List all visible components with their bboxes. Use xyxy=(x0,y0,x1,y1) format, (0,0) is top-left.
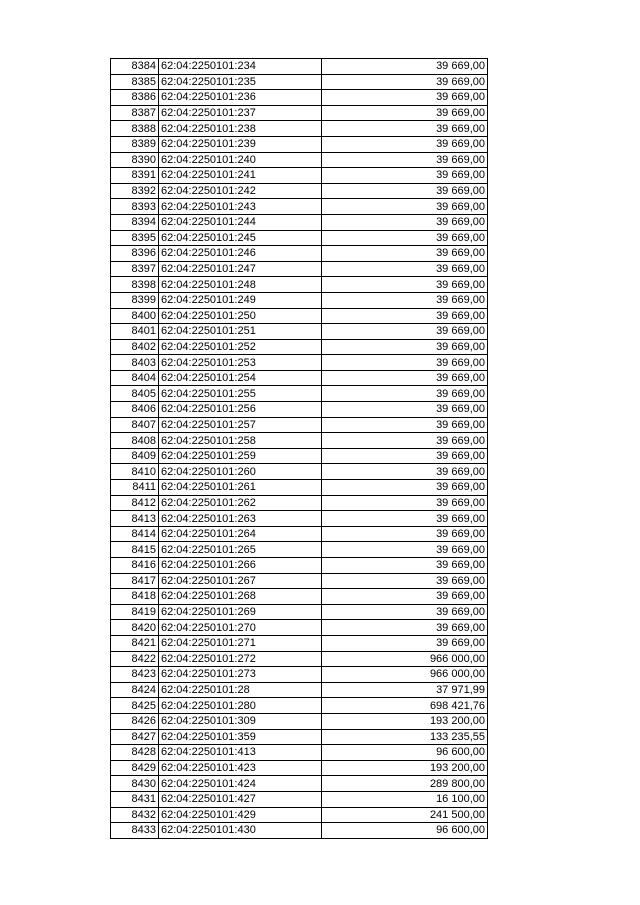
cadastral-number-cell: 62:04:2250101:253 xyxy=(159,355,322,371)
cadastral-number-cell: 62:04:2250101:267 xyxy=(159,573,322,589)
table-row xyxy=(111,667,488,683)
table-row xyxy=(111,713,488,729)
table-row xyxy=(111,152,488,168)
cadastral-number-cell: 62:04:2250101:241 xyxy=(159,168,322,184)
value-cell: 16 100,00 xyxy=(322,791,488,807)
row-number-cell: 8391 xyxy=(111,168,159,184)
row-number-cell: 8419 xyxy=(111,604,159,620)
value-cell: 39 669,00 xyxy=(322,246,488,262)
value-cell: 193 200,00 xyxy=(322,760,488,776)
value-cell: 39 669,00 xyxy=(322,386,488,402)
row-number-cell: 8411 xyxy=(111,480,159,496)
table-row xyxy=(111,495,488,511)
value-cell: 39 669,00 xyxy=(322,230,488,246)
value-cell: 39 669,00 xyxy=(322,292,488,308)
table-row xyxy=(111,168,488,184)
table-row xyxy=(111,448,488,464)
value-cell: 39 669,00 xyxy=(322,573,488,589)
value-cell: 39 669,00 xyxy=(322,589,488,605)
cadastral-number-cell: 62:04:2250101:240 xyxy=(159,152,322,168)
cadastral-number-cell: 62:04:2250101:246 xyxy=(159,246,322,262)
cadastral-number-cell: 62:04:2250101:424 xyxy=(159,776,322,792)
value-cell: 39 669,00 xyxy=(322,604,488,620)
cadastral-number-cell: 62:04:2250101:427 xyxy=(159,791,322,807)
row-number-cell: 8405 xyxy=(111,386,159,402)
table-row xyxy=(111,386,488,402)
row-number-cell: 8408 xyxy=(111,433,159,449)
table-row xyxy=(111,542,488,558)
cadastral-number-cell: 62:04:2250101:429 xyxy=(159,807,322,823)
cadastral-number-cell: 62:04:2250101:244 xyxy=(159,214,322,230)
cadastral-number-cell: 62:04:2250101:259 xyxy=(159,448,322,464)
row-number-cell: 8415 xyxy=(111,542,159,558)
value-cell: 39 669,00 xyxy=(322,121,488,137)
cadastral-number-cell: 62:04:2250101:273 xyxy=(159,667,322,683)
value-cell: 39 669,00 xyxy=(322,495,488,511)
cadastral-number-cell: 62:04:2250101:280 xyxy=(159,698,322,714)
table-row xyxy=(111,417,488,433)
value-cell: 39 669,00 xyxy=(322,214,488,230)
table-row xyxy=(111,355,488,371)
row-number-cell: 8393 xyxy=(111,199,159,215)
row-number-cell: 8394 xyxy=(111,214,159,230)
row-number-cell: 8412 xyxy=(111,495,159,511)
cadastral-number-cell: 62:04:2250101:430 xyxy=(159,823,322,839)
cadastral-number-cell: 62:04:2250101:268 xyxy=(159,589,322,605)
cadastral-number-cell: 62:04:2250101:272 xyxy=(159,651,322,667)
cadastral-number-cell: 62:04:2250101:236 xyxy=(159,90,322,106)
row-number-cell: 8410 xyxy=(111,464,159,480)
data-table xyxy=(110,58,488,839)
row-number-cell: 8395 xyxy=(111,230,159,246)
table-row xyxy=(111,776,488,792)
cadastral-number-cell: 62:04:2250101:234 xyxy=(159,59,322,75)
table-row xyxy=(111,698,488,714)
value-cell: 39 669,00 xyxy=(322,74,488,90)
cadastral-number-cell: 62:04:2250101:249 xyxy=(159,292,322,308)
row-number-cell: 8414 xyxy=(111,526,159,542)
table-row xyxy=(111,635,488,651)
value-cell: 39 669,00 xyxy=(322,480,488,496)
row-number-cell: 8399 xyxy=(111,292,159,308)
value-cell: 193 200,00 xyxy=(322,713,488,729)
value-cell: 39 669,00 xyxy=(322,90,488,106)
table-row xyxy=(111,558,488,574)
value-cell: 39 669,00 xyxy=(322,620,488,636)
cadastral-number-cell: 62:04:2250101:257 xyxy=(159,417,322,433)
table-row xyxy=(111,745,488,761)
row-number-cell: 8428 xyxy=(111,745,159,761)
row-number-cell: 8432 xyxy=(111,807,159,823)
table-row xyxy=(111,760,488,776)
row-number-cell: 8425 xyxy=(111,698,159,714)
table-row xyxy=(111,682,488,698)
cadastral-number-cell: 62:04:2250101:269 xyxy=(159,604,322,620)
cadastral-number-cell: 62:04:2250101:258 xyxy=(159,433,322,449)
value-cell: 39 669,00 xyxy=(322,511,488,527)
row-number-cell: 8387 xyxy=(111,105,159,121)
cadastral-number-cell: 62:04:2250101:413 xyxy=(159,745,322,761)
cadastral-number-cell: 62:04:2250101:242 xyxy=(159,183,322,199)
value-cell: 39 669,00 xyxy=(322,542,488,558)
table-row xyxy=(111,791,488,807)
value-cell: 37 971,99 xyxy=(322,682,488,698)
row-number-cell: 8430 xyxy=(111,776,159,792)
row-number-cell: 8409 xyxy=(111,448,159,464)
table-row xyxy=(111,230,488,246)
value-cell: 39 669,00 xyxy=(322,105,488,121)
cadastral-number-cell: 62:04:2250101:248 xyxy=(159,277,322,293)
row-number-cell: 8418 xyxy=(111,589,159,605)
value-cell: 39 669,00 xyxy=(322,277,488,293)
row-number-cell: 8420 xyxy=(111,620,159,636)
table-row xyxy=(111,246,488,262)
table-row xyxy=(111,526,488,542)
row-number-cell: 8398 xyxy=(111,277,159,293)
value-cell: 39 669,00 xyxy=(322,136,488,152)
table-row xyxy=(111,261,488,277)
row-number-cell: 8404 xyxy=(111,370,159,386)
cadastral-number-cell: 62:04:2250101:238 xyxy=(159,121,322,137)
table-row xyxy=(111,402,488,418)
cadastral-number-cell: 62:04:2250101:359 xyxy=(159,729,322,745)
value-cell: 39 669,00 xyxy=(322,183,488,199)
row-number-cell: 8421 xyxy=(111,635,159,651)
row-number-cell: 8422 xyxy=(111,651,159,667)
row-number-cell: 8417 xyxy=(111,573,159,589)
cadastral-number-cell: 62:04:2250101:271 xyxy=(159,635,322,651)
table-row xyxy=(111,511,488,527)
value-cell: 39 669,00 xyxy=(322,339,488,355)
cadastral-number-cell: 62:04:2250101:262 xyxy=(159,495,322,511)
row-number-cell: 8403 xyxy=(111,355,159,371)
cadastral-number-cell: 62:04:2250101:243 xyxy=(159,199,322,215)
table-row xyxy=(111,573,488,589)
table-row xyxy=(111,199,488,215)
value-cell: 39 669,00 xyxy=(322,199,488,215)
value-cell: 39 669,00 xyxy=(322,558,488,574)
row-number-cell: 8423 xyxy=(111,667,159,683)
value-cell: 39 669,00 xyxy=(322,355,488,371)
cadastral-number-cell: 62:04:2250101:235 xyxy=(159,74,322,90)
row-number-cell: 8413 xyxy=(111,511,159,527)
table-row xyxy=(111,433,488,449)
cadastral-number-cell: 62:04:2250101:255 xyxy=(159,386,322,402)
row-number-cell: 8384 xyxy=(111,59,159,75)
table-body xyxy=(111,59,488,839)
cadastral-number-cell: 62:04:2250101:247 xyxy=(159,261,322,277)
table-row xyxy=(111,589,488,605)
cadastral-number-cell: 62:04:2250101:250 xyxy=(159,308,322,324)
value-cell: 96 600,00 xyxy=(322,823,488,839)
row-number-cell: 8400 xyxy=(111,308,159,324)
cadastral-number-cell: 62:04:2250101:239 xyxy=(159,136,322,152)
value-cell: 39 669,00 xyxy=(322,402,488,418)
cadastral-number-cell: 62:04:2250101:245 xyxy=(159,230,322,246)
table-row xyxy=(111,807,488,823)
row-number-cell: 8429 xyxy=(111,760,159,776)
value-cell: 39 669,00 xyxy=(322,59,488,75)
cadastral-number-cell: 62:04:2250101:28 xyxy=(159,682,322,698)
value-cell: 39 669,00 xyxy=(322,324,488,340)
row-number-cell: 8386 xyxy=(111,90,159,106)
row-number-cell: 8385 xyxy=(111,74,159,90)
cadastral-number-cell: 62:04:2250101:309 xyxy=(159,713,322,729)
value-cell: 39 669,00 xyxy=(322,261,488,277)
table-row xyxy=(111,370,488,386)
row-number-cell: 8407 xyxy=(111,417,159,433)
value-cell: 39 669,00 xyxy=(322,417,488,433)
value-cell: 39 669,00 xyxy=(322,526,488,542)
table-row xyxy=(111,620,488,636)
cadastral-number-cell: 62:04:2250101:252 xyxy=(159,339,322,355)
value-cell: 39 669,00 xyxy=(322,152,488,168)
value-cell: 39 669,00 xyxy=(322,464,488,480)
value-cell: 289 800,00 xyxy=(322,776,488,792)
cadastral-number-cell: 62:04:2250101:266 xyxy=(159,558,322,574)
table-row xyxy=(111,339,488,355)
table-row xyxy=(111,308,488,324)
row-number-cell: 8406 xyxy=(111,402,159,418)
value-cell: 966 000,00 xyxy=(322,667,488,683)
table-row xyxy=(111,651,488,667)
table-row xyxy=(111,214,488,230)
cadastral-number-cell: 62:04:2250101:254 xyxy=(159,370,322,386)
table-row xyxy=(111,604,488,620)
row-number-cell: 8390 xyxy=(111,152,159,168)
cadastral-number-cell: 62:04:2250101:261 xyxy=(159,480,322,496)
row-number-cell: 8427 xyxy=(111,729,159,745)
value-cell: 39 669,00 xyxy=(322,635,488,651)
table-row xyxy=(111,183,488,199)
table-row xyxy=(111,823,488,839)
cadastral-number-cell: 62:04:2250101:256 xyxy=(159,402,322,418)
value-cell: 241 500,00 xyxy=(322,807,488,823)
value-cell: 39 669,00 xyxy=(322,168,488,184)
cadastral-number-cell: 62:04:2250101:270 xyxy=(159,620,322,636)
value-cell: 39 669,00 xyxy=(322,433,488,449)
row-number-cell: 8402 xyxy=(111,339,159,355)
row-number-cell: 8388 xyxy=(111,121,159,137)
value-cell: 133 235,55 xyxy=(322,729,488,745)
row-number-cell: 8396 xyxy=(111,246,159,262)
value-cell: 698 421,76 xyxy=(322,698,488,714)
value-cell: 96 600,00 xyxy=(322,745,488,761)
cadastral-number-cell: 62:04:2250101:264 xyxy=(159,526,322,542)
cadastral-number-cell: 62:04:2250101:251 xyxy=(159,324,322,340)
cadastral-number-cell: 62:04:2250101:237 xyxy=(159,105,322,121)
value-cell: 966 000,00 xyxy=(322,651,488,667)
table-row xyxy=(111,105,488,121)
table-row xyxy=(111,277,488,293)
row-number-cell: 8401 xyxy=(111,324,159,340)
cadastral-number-cell: 62:04:2250101:263 xyxy=(159,511,322,527)
table-row xyxy=(111,292,488,308)
table-row xyxy=(111,59,488,75)
row-number-cell: 8431 xyxy=(111,791,159,807)
cadastral-number-cell: 62:04:2250101:260 xyxy=(159,464,322,480)
row-number-cell: 8397 xyxy=(111,261,159,277)
table-row xyxy=(111,464,488,480)
row-number-cell: 8392 xyxy=(111,183,159,199)
value-cell: 39 669,00 xyxy=(322,370,488,386)
value-cell: 39 669,00 xyxy=(322,448,488,464)
row-number-cell: 8389 xyxy=(111,136,159,152)
table-row xyxy=(111,90,488,106)
table-row xyxy=(111,729,488,745)
table-row xyxy=(111,480,488,496)
cadastral-number-cell: 62:04:2250101:423 xyxy=(159,760,322,776)
cadastral-number-cell: 62:04:2250101:265 xyxy=(159,542,322,558)
row-number-cell: 8424 xyxy=(111,682,159,698)
table-row xyxy=(111,136,488,152)
table-row xyxy=(111,74,488,90)
table-row xyxy=(111,121,488,137)
row-number-cell: 8416 xyxy=(111,558,159,574)
row-number-cell: 8433 xyxy=(111,823,159,839)
row-number-cell: 8426 xyxy=(111,713,159,729)
table-row xyxy=(111,324,488,340)
value-cell: 39 669,00 xyxy=(322,308,488,324)
